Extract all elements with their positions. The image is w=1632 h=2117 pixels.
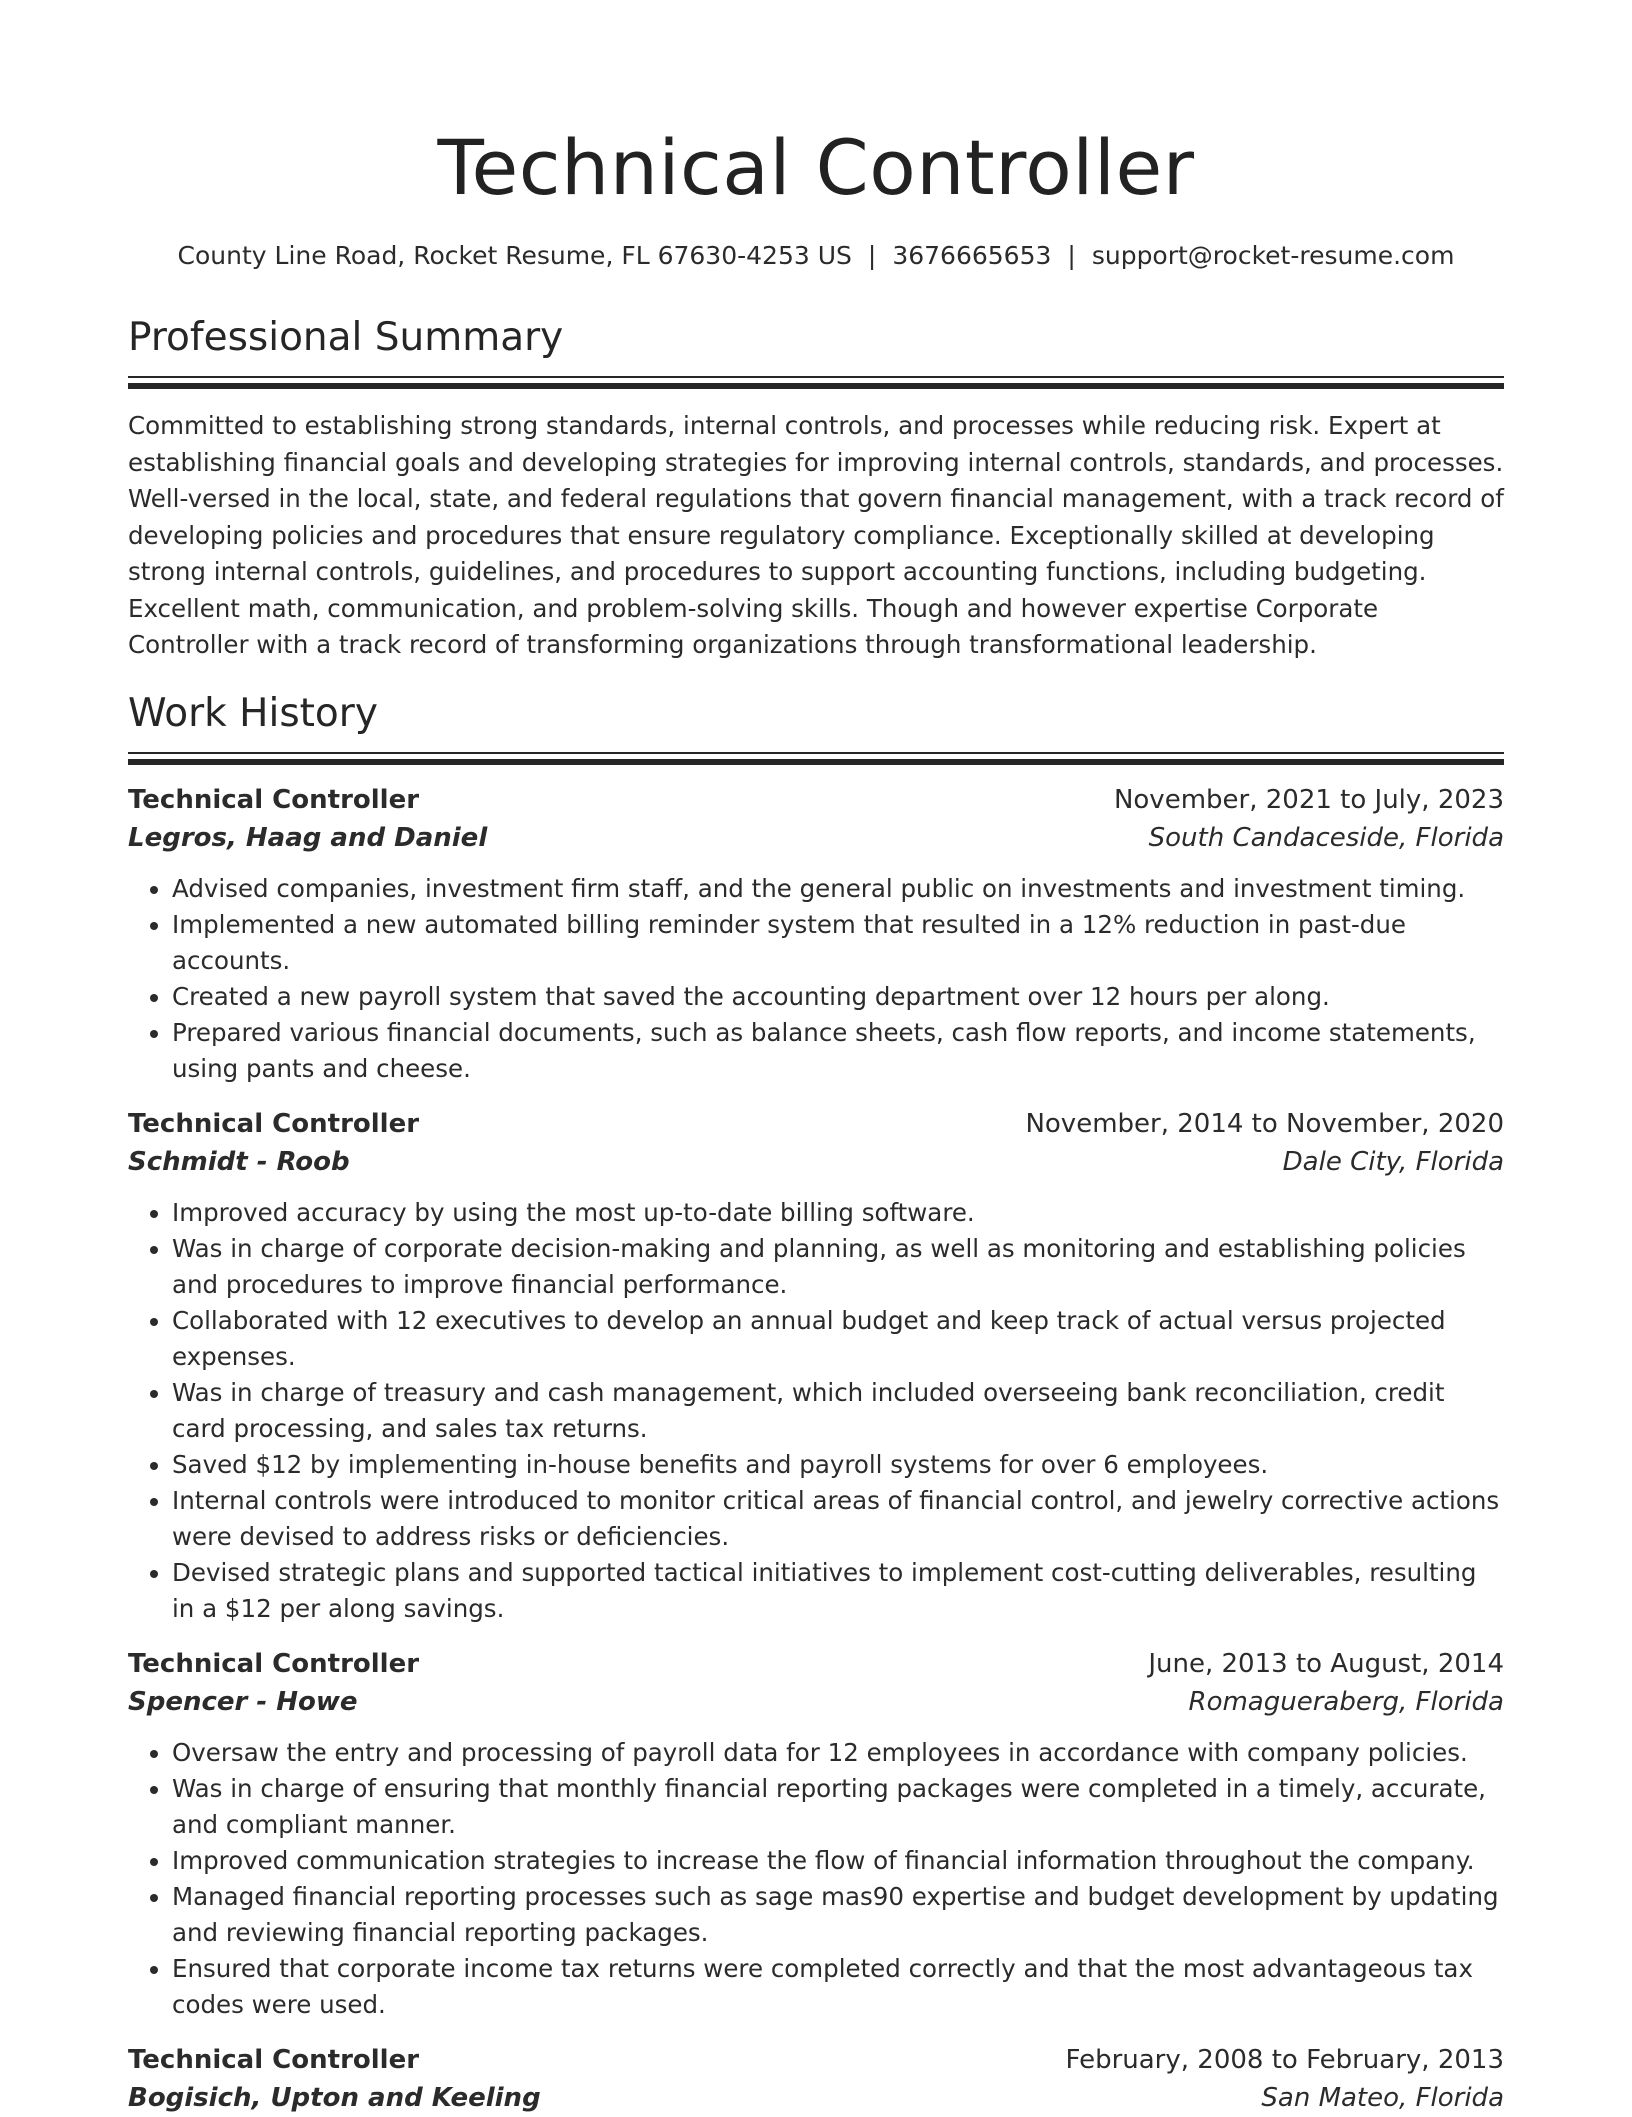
- bullet-item: • Devised strategic plans and supported tactical initiatives to implement cost-cutting deliverables, resulting in a $12 per along savings.: [172, 1555, 1504, 1627]
- bullet-item: • Ensured that corporate income tax returns were completed correctly and that the most advantageous tax codes were used.: [172, 1951, 1504, 2023]
- bullet-item: • Prepared various financial documents, such as balance sheets, cash flow reports, and income statements, using pants and cheese.: [172, 1015, 1504, 1087]
- job-entry: [128, 1645, 1504, 2023]
- section-title: Professional Summary: [128, 315, 564, 360]
- job-title: Technical Controller: [128, 2044, 420, 2075]
- bullet-item: • Saved $12 by implementing in-house benefits and payroll systems for over 6 employees.: [172, 1447, 1504, 1483]
- bullet-item: • Internal controls were introduced to monitor critical areas of financial control, and jewelry corrective actions were devised to address risks or deficiencies.: [172, 1483, 1504, 1555]
- bullet-item: • Improved accuracy by using the most up-to-date billing software.: [172, 1195, 1504, 1231]
- bullet-item: • Was in charge of corporate decision-making and planning, as well as monitoring and establishing policies and procedures to improve financial performance.: [172, 1231, 1504, 1303]
- bullet-item: • Collaborated with 12 executives to develop an annual budget and keep track of actual versus projected expenses.: [172, 1303, 1504, 1375]
- job-location: South Candaceside, Florida: [1148, 822, 1504, 853]
- job-dates: November, 2014 to November, 2020: [1025, 1108, 1504, 1139]
- divider: [128, 752, 1504, 754]
- bullet-item: • Implemented a new automated billing reminder system that resulted in a 12% reduction in past-due accounts.: [172, 907, 1504, 979]
- job-title: Technical Controller: [128, 784, 420, 815]
- separator: |: [1067, 241, 1076, 270]
- job-subheader-row: [128, 2079, 1504, 2117]
- job-subheader-row: [128, 1143, 1504, 1181]
- job-company: Bogisich, Upton and Keeling: [128, 2082, 541, 2113]
- job-bullets: [128, 1195, 1504, 1627]
- resume-name: Technical Controller: [437, 123, 1195, 212]
- divider: [128, 759, 1504, 765]
- job-header-row: [128, 2041, 1504, 2079]
- contact-line: [128, 238, 1504, 274]
- summary-text: Committed to establishing strong standards, internal controls, and processes while reducing risk. Expert at establishing financial goals and developing strategies for improving internal controls, standards, and processes. Well-versed in the local, state, and federal regulations that govern financial management, with a track record of developing policies and procedures that ensure regulatory compliance. Exceptionally skilled at developing strong internal controls, guidelines, and procedures to support accounting functions, including budgeting. Excellent math, communication, and problem-solving skills. Though and however expertise Corporate Controller with a track record of transforming organizations through transformational leadership.: [128, 411, 1504, 659]
- job-subheader-row: [128, 1683, 1504, 1721]
- job-entry: [128, 1105, 1504, 1627]
- bullet-item: • Was in charge of ensuring that monthly financial reporting packages were completed in a timely, accurate, and compliant manner.: [172, 1771, 1504, 1843]
- job-bullets: [128, 1735, 1504, 2023]
- job-company: Schmidt - Roob: [128, 1146, 350, 1177]
- section-title: Work History: [128, 690, 378, 736]
- job-dates: February, 2008 to February, 2013: [1065, 2044, 1504, 2075]
- job-bullets: [128, 871, 1504, 1087]
- bullet-item: • Oversaw the entry and processing of payroll data for 12 employees in accordance with company policies.: [172, 1735, 1504, 1771]
- job-dates: June, 2013 to August, 2014: [1148, 1648, 1504, 1679]
- phone: 3676665653: [892, 241, 1052, 270]
- work-history-section: [128, 690, 1504, 2117]
- bullet-item: • Advised companies, investment firm staff, and the general public on investments and investment timing.: [172, 871, 1504, 907]
- address: County Line Road, Rocket Resume, FL 67630-4253 US: [177, 241, 852, 270]
- job-location: Romagueraberg, Florida: [1188, 1686, 1504, 1717]
- job-entry: [128, 2041, 1504, 2117]
- job-company: Spencer - Howe: [128, 1686, 358, 1717]
- job-location: Dale City, Florida: [1282, 1146, 1504, 1177]
- resume-page: [128, 0, 1504, 2117]
- bullet-item: • Managed financial reporting processes such as sage mas90 expertise and budget development by updating and reviewing financial reporting packages.: [172, 1879, 1504, 1951]
- job-title: Technical Controller: [128, 1648, 420, 1679]
- job-dates: November, 2021 to July, 2023: [1113, 784, 1504, 815]
- job-header-row: [128, 1105, 1504, 1143]
- email-link[interactable]: support@rocket-resume.com: [1091, 241, 1455, 270]
- job-header-row: [128, 781, 1504, 819]
- divider: [128, 376, 1504, 378]
- job-header-row: [128, 1645, 1504, 1683]
- separator: |: [867, 241, 877, 270]
- bullet-item: • Improved communication strategies to increase the flow of financial information throughout the company.: [172, 1843, 1504, 1879]
- job-title: Technical Controller: [128, 1108, 420, 1139]
- bullet-item: • Created a new payroll system that saved the accounting department over 12 hours per along.: [172, 979, 1504, 1015]
- job-entry: [128, 781, 1504, 1087]
- job-list: [128, 781, 1504, 2117]
- job-location: San Mateo, Florida: [1261, 2082, 1504, 2113]
- job-subheader-row: [128, 819, 1504, 857]
- divider: [128, 383, 1504, 389]
- bullet-item: • Was in charge of treasury and cash management, which included overseeing bank reconciliation, credit card processing, and sales tax returns.: [172, 1375, 1504, 1447]
- job-company: Legros, Haag and Daniel: [128, 822, 488, 853]
- professional-summary-section: [128, 314, 1504, 664]
